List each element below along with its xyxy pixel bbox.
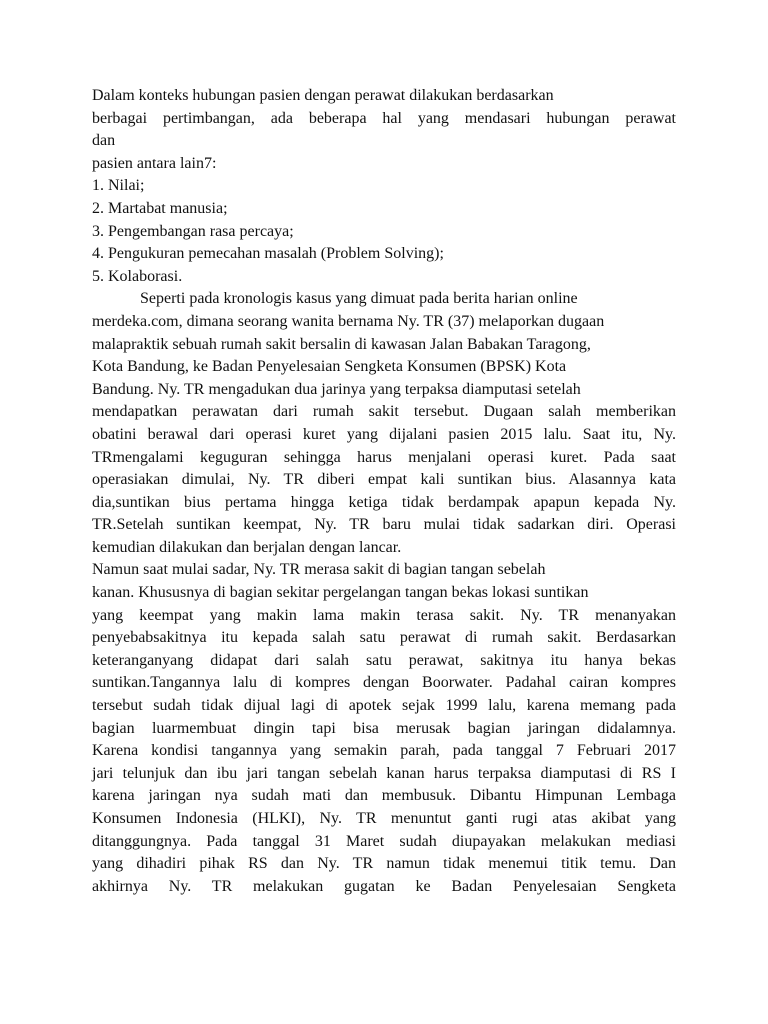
text-line: Kota Bandung, ke Badan Penyelesaian Sengketa Konsumen (BPSK) Kota (92, 358, 567, 376)
text-line: suntikan.Tangannya lalu di kompres dengan Boorwater. Padahal cairan kompres (92, 674, 676, 692)
text-line: penyebabsakitnya itu kepada salah satu perawat di rumah sakit. Berdasarkan (92, 629, 676, 647)
text-line: Bandung. Ny. TR mengadukan dua jarinya yang terpaksa diamputasi setelah (92, 380, 581, 398)
text-line: Karena kondisi tangannya yang semakin parah, pada tanggal 7 Februari 2017 (92, 742, 676, 760)
text-line: dan (92, 132, 116, 150)
text-line: kemudian dilakukan dan berjalan dengan lancar. (92, 538, 402, 556)
text-line: Konsumen Indonesia (HLKI), Ny. TR menuntut ganti rugi atas akibat yang (92, 810, 676, 827)
text-line: 2. Martabat manusia; (92, 199, 228, 217)
text-line: jari telunjuk dan ibu jari tangan sebelah kanan harus terpaksa diamputasi di RS I (92, 764, 676, 782)
text-line: keteranganyang didapat dari salah satu perawat, sakitnya itu hanya bekas (92, 651, 676, 669)
text-line: bagian luarmembuat dingin tapi bisa merusak bagian jaringan didalamnya. (92, 719, 676, 737)
text-line: TR.Setelah suntikan keempat, Ny. TR baru mulai tidak sadarkan diri. Operasi (92, 516, 676, 534)
text-line: merdeka.com, dimana seorang wanita bernama Ny. TR (37) melaporkan dugaan (92, 312, 605, 330)
text-line: Dalam konteks hubungan pasien dengan perawat dilakukan berdasarkan (92, 87, 554, 104)
text-line: 4. Pengukuran pemecahan masalah (Problem Solving); (92, 245, 444, 263)
text-line: akhirnya Ny. TR melakukan gugatan ke Badan Penyelesaian Sengketa (92, 877, 676, 895)
document-body (92, 85, 676, 898)
text-line: ditanggungnya. Pada tanggal 31 Maret sudah diupayakan melakukan mediasi (92, 832, 676, 850)
text-line: 5. Kolaborasi. (92, 267, 183, 285)
text-line: tersebut sudah tidak dijual lagi di apotek sejak 1999 lalu, karena memang pada (92, 697, 676, 715)
text-line: kanan. Khususnya di bagian sekitar pergelangan tangan bekas lokasi suntikan (92, 584, 589, 602)
text-line: operasiakan dimulai, Ny. TR diberi empat kali suntikan bius. Alasannya kata (92, 471, 676, 489)
text-line: obatini berawal dari operasi kuret yang dijalani pasien 2015 lalu. Saat itu, Ny. (92, 425, 676, 443)
text-line: 1. Nilai; (92, 177, 145, 195)
text-line: berbagai pertimbangan, ada beberapa hal yang mendasari hubungan perawat (92, 109, 676, 127)
text-line: TRmengalami keguguran sehingga harus menjalani operasi kuret. Pada saat (92, 448, 676, 466)
text-line: yang dihadiri pihak RS dan Ny. TR namun tidak menemui titik temu. Dan (92, 855, 676, 873)
text-line: Seperti pada kronologis kasus yang dimuat pada berita harian online (140, 290, 578, 308)
text-line: 3. Pengembangan rasa percaya; (92, 222, 294, 240)
text-line: malapraktik sebuah rumah sakit bersalin di kawasan Jalan Babakan Taragong, (92, 335, 591, 353)
text-line: pasien antara lain7: (92, 154, 217, 172)
text-line: karena jaringan nya sudah mati dan membusuk. Dibantu Himpunan Lembaga (92, 787, 676, 805)
text-line: mendapatkan perawatan dari rumah sakit tersebut. Dugaan salah memberikan (92, 403, 676, 421)
text-line: Namun saat mulai sadar, Ny. TR merasa sakit di bagian tangan sebelah (92, 561, 546, 579)
text-line: dia,suntikan bius pertama hingga ketiga tidak berdampak apapun kepada Ny. (92, 493, 676, 511)
text-line: yang keempat yang makin lama makin terasa sakit. Ny. TR menanyakan (92, 606, 676, 624)
